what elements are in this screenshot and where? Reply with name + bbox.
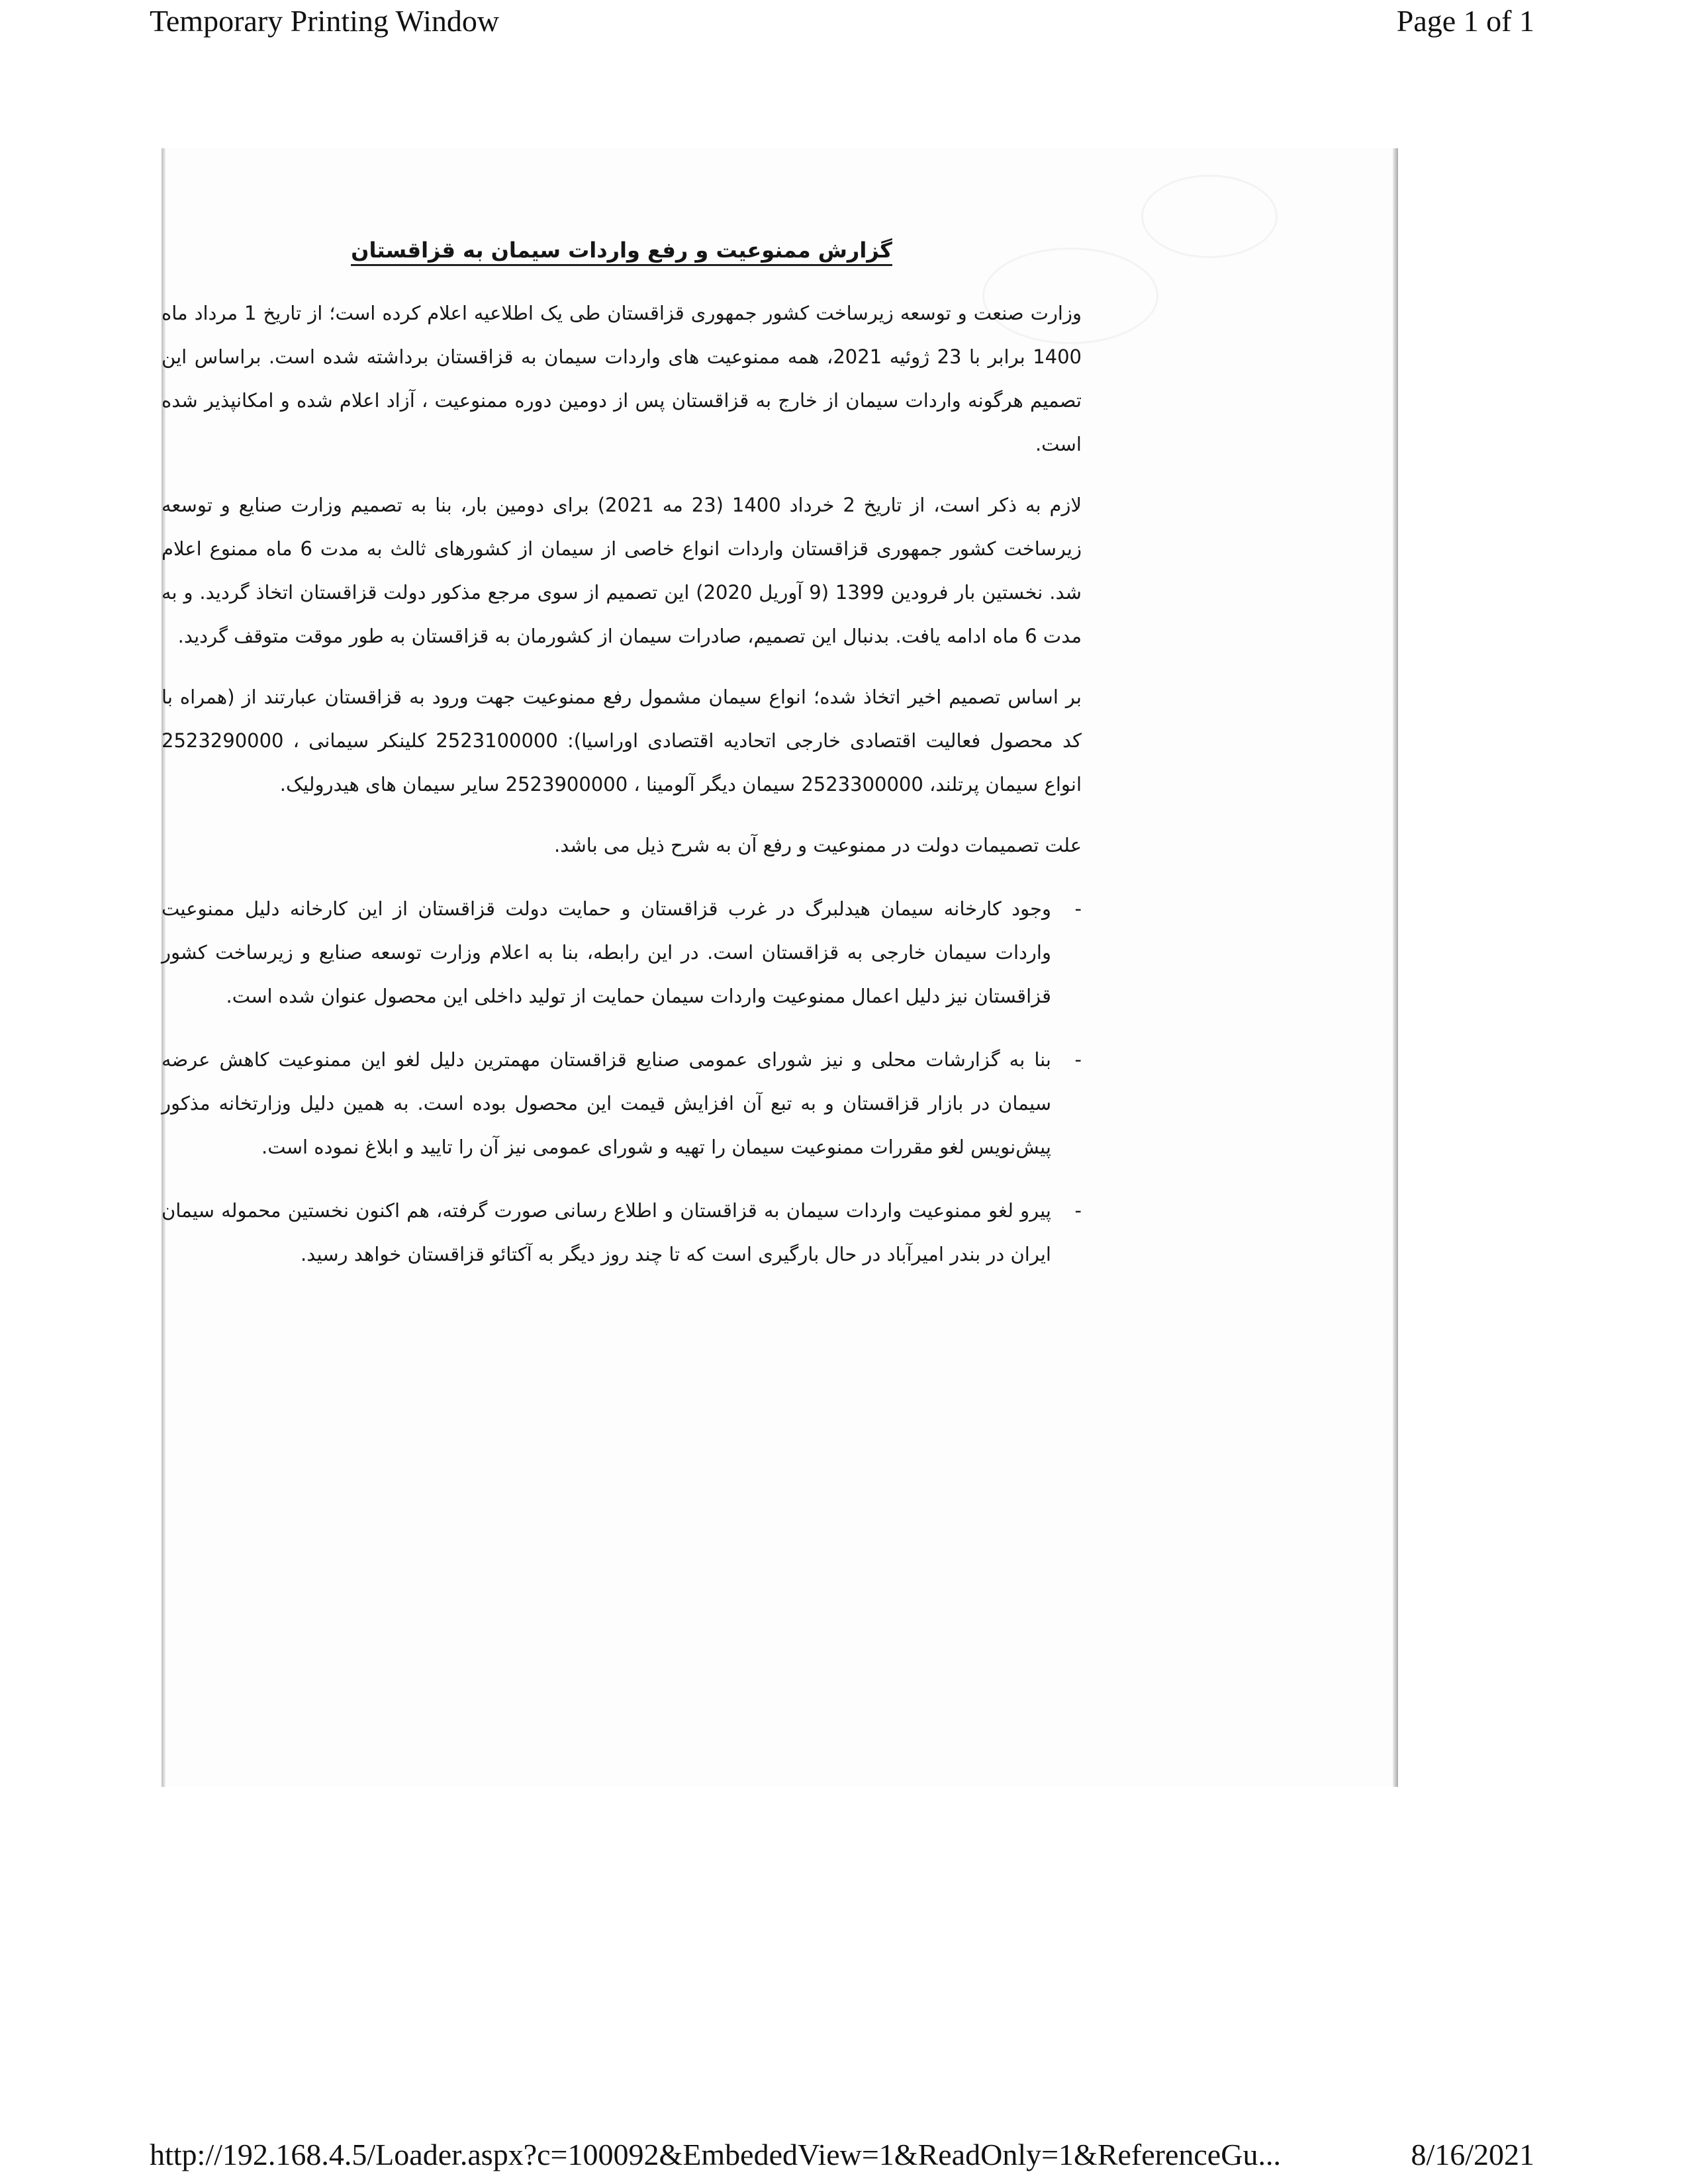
bullet-text: بنا به گزارشات محلی و نیز شورای عمومی صنایع قزاقستان مهمترین دلیل لغو این ممنوعیت کاهش عرضه سیمان در بازار قزاقستان و به تبع آن افزایش قیمت این محصول بوده است. به همین دلیل وزارتخانه مذکور پیش‌نویس لغو مقررات ممنوعیت سیمان را تهیه و شورای عمومی نیز آن را تایید و ابلاغ نموده است.: [162, 1048, 1051, 1158]
print-footer-date: 8/16/2021: [1411, 2138, 1534, 2171]
document-title: [162, 232, 1082, 269]
paragraph-announcement: وزارت صنعت و توسعه زیرساخت کشور جمهوری قزاقستان طی یک اطلاعیه اعلام کرده است؛ از تاریخ 1 مرداد ماه 1400 برابر با 23 ژوئیه 2021، همه ممنوعیت های واردات سیمان به قزاقستان برداشته شده است. براساس این تصمیم هرگونه واردات سیمان از خارج به قزاقستان پس از دومین دوره ممنوعیت ، آزاد اعلام شده و امکانپذیر شده است.: [162, 302, 1082, 455]
list-item: [162, 887, 1082, 1018]
scan-edge-right: [1393, 148, 1398, 1787]
document-title-text: گزارش ممنوعیت و رفع واردات سیمان به قزاقستان: [351, 238, 892, 266]
paragraph-background: لازم به ذکر است، از تاریخ 2 خرداد 1400 (23 مه 2021) برای دومین بار، بنا به تصمیم وزارت صنایع و توسعه زیرساخت کشور جمهوری قزاقستان واردات انواع خاصی از سیمان از کشورهای ثالث به مدت 6 ماه ممنوع اعلام شد. نخستین بار فرودین 1399 (9 آوریل 2020) این تصمیم از سوی مرجع مذکور دولت قزاقستان اتخاذ گردید. و به مدت 6 ماه ادامه یافت. بدنبال این تصمیم، صادرات سیمان از کشورمان به قزاقستان به طور موقت متوقف گردید.: [162, 494, 1082, 647]
print-window-title: Temporary Printing Window: [150, 4, 500, 38]
bullet-marker: -: [1074, 1048, 1082, 1071]
list-item: [162, 1038, 1082, 1169]
print-footer-url: http://192.168.4.5/Loader.aspx?c=100092&EmbededView=1&ReadOnly=1&ReferenceGu...: [150, 2138, 1281, 2171]
bullet-text: پیرو لغو ممنوعیت واردات سیمان به قزاقستان و اطلاع رسانی صورت گرفته، هم اکنون نخستین محموله سیمان ایران در بندر امیرآباد در حال بارگیری است که تا چند روز دیگر به آکتائو قزاقستان خواهد رسید.: [162, 1199, 1051, 1265]
page-indicator: Page 1 of 1: [1396, 4, 1534, 38]
bullet-marker: -: [1074, 897, 1082, 920]
paragraph-product-codes: بر اساس تصمیم اخیر اتخاذ شده؛ انواع سیمان مشمول رفع ممنوعیت جهت ورود به قزاقستان عبارتند از (همراه با کد محصول فعالیت اقتصادی خارجی اتحادیه اقتصادی اوراسیا): 2523100000 کلینکر سیمانی ، 2523290000 انواع سیمان پرتلند، 2523300000 سیمان دیگر آلومینا ، 2523900000 سایر سیمان های هیدرولیک.: [162, 686, 1082, 796]
bullet-marker: -: [1074, 1199, 1082, 1222]
faint-seal-mark: [1141, 175, 1278, 258]
list-item: [162, 1189, 1082, 1276]
bullet-text: وجود کارخانه سیمان هیدلبرگ در غرب قزاقستان و حمایت دولت قزاقستان از این کارخانه دلیل ممنوعیت واردات سیمان خارجی به قزاقستان است. در این رابطه، بنا به اعلام وزارت توسعه صنایع و زیرساخت کشور قزاقستان نیز دلیل اعمال ممنوعیت واردات سیمان حمایت از تولید داخلی این محصول عنوان شده است.: [162, 897, 1051, 1007]
reasons-intro: علت تصمیمات دولت در ممنوعیت و رفع آن به شرح ذیل می باشد.: [554, 834, 1082, 856]
document-body: [162, 232, 1082, 1296]
